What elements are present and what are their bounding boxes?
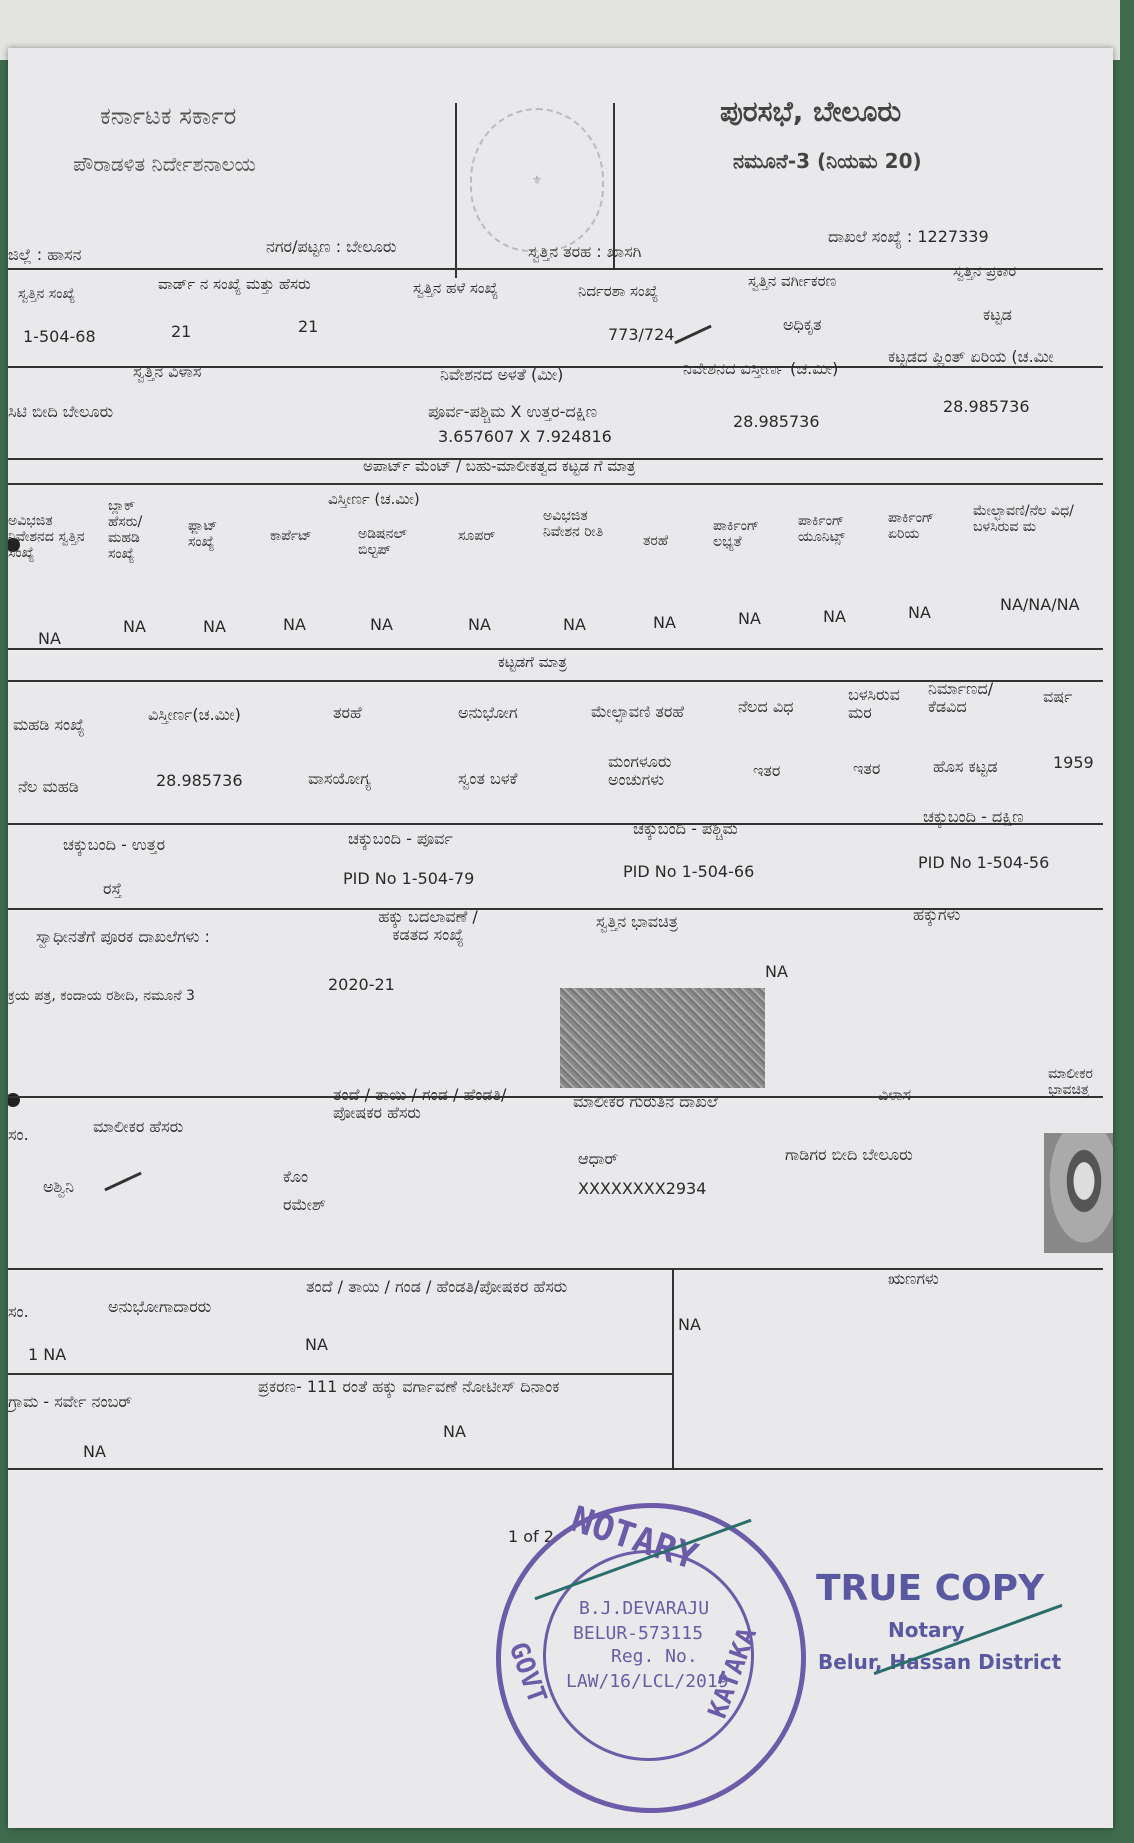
bld-value-floor-type: ಇತರ (753, 761, 781, 780)
stamp-name: B.J.DEVARAJU (579, 1598, 710, 1619)
apt-value: NA/NA/NA (1000, 595, 1080, 614)
loans-value: NA (678, 1315, 701, 1334)
bld-header-floor-type: ನೆಲದ ವಿಧ (738, 697, 794, 716)
property-kind: ಸ್ವತ್ತಿನ ತರಹ : ಖಾಸಗಿ (528, 242, 642, 261)
label-rights: ಹಕ್ಕುಗಳು (913, 905, 961, 924)
apt-header-parking-avail: ಪಾರ್ಕಿಂಗ್ ಲಭ್ಯತೆ (713, 518, 760, 551)
owner-header-address: ವಿಳಾಸ (878, 1085, 912, 1104)
bld-header-type: ತರಹೆ (333, 703, 362, 722)
label-dimension: ನಿವೇಶನದ ಅಳತೆ (ಮೀ) (440, 365, 564, 384)
label-classification: ಸ್ವತ್ತಿನ ವರ್ಗೀಕರಣ (748, 272, 837, 290)
apt-value: NA (653, 613, 676, 632)
page-number: 1 of 2 (508, 1527, 554, 1546)
boundary-east-label: ಚಕ್ಕುಬಂದಿ - ಪೂರ್ವ (348, 829, 453, 848)
stamp-reg: Reg. No. (611, 1646, 698, 1667)
record-number: ದಾಖಲೆ ಸಂಖ್ಯೆ : 1227339 (828, 227, 989, 246)
owner-id-number: XXXXXXXX2934 (578, 1179, 707, 1198)
plinth-area: 28.985736 (943, 397, 1030, 416)
boundary-south-label: ಚಕ್ಕುಬಂದಿ - ದಕ್ಷಿಣ (923, 807, 1024, 826)
occupant-header-no: ಸಂ. (8, 1302, 29, 1321)
bld-header-usage: ಅನುಭೋಗ (458, 703, 518, 722)
notary-label: Notary (888, 1618, 965, 1642)
town: ನಗರ/ಪಟ್ಟಣ : ಬೇಲೂರು (266, 237, 397, 256)
occupant-header-relation: ತಂದೆ / ತಾಯಿ / ಗಂಡ / ಹೆಂಡತಿ/ಪೋಷಕರ ಹೆಸರು (306, 1277, 568, 1296)
label-property-no: ಸ್ವತ್ತಿನ ಸಂಖ್ಯೆ (18, 286, 76, 302)
apt-value: NA (738, 609, 761, 628)
municipality: ಪುರಸಭೆ, ಬೇಲೂರು (720, 95, 902, 128)
stamp-karnataka: KATAKA (702, 1623, 764, 1723)
occupant-relation: NA (305, 1335, 328, 1354)
notary-district: Belur, Hassan District (818, 1650, 1062, 1674)
check-mark (674, 325, 712, 345)
label-kind: ಸ್ವತ್ತಿನ ಪ್ರಕಾರ (953, 262, 1017, 280)
apt-value: NA (370, 615, 393, 634)
property-address: ಸಿಟಿ ಬೀದಿ ಬೇಲೂರು (8, 402, 114, 421)
apt-header-parking-area: ಪಾರ್ಕಿಂಗ್ ಏರಿಯ (888, 510, 935, 543)
owner-header-name: ಮಾಲೀಕರ ಹೆಸರು (93, 1117, 184, 1136)
district: ಜಿಲ್ಲೆ : ಹಾಸನ (8, 245, 82, 264)
apartment-section-title: ಅಪಾರ್ಟ್ ಮೆಂಟ್ / ಬಹು-ಮಾಲೀಕತ್ವದ ಕಟ್ಟಡ ಗೆ ಮಾತ್ರ (363, 457, 636, 475)
supporting-docs: ಕ್ರಯ ಪತ್ರ, ಕಂದಾಯ ರಶೀದಿ, ನಮೂನೆ 3 (8, 988, 195, 1004)
directorate: ಪೌರಾಡಳಿತ ನಿರ್ದೇಶನಾಲಯ (73, 152, 256, 176)
stamp-place: BELUR-573115 (573, 1623, 704, 1644)
bld-value-type: ವಾಸಯೋಗ್ಯ (308, 769, 371, 788)
bld-value-year: 1959 (1053, 753, 1094, 772)
label-plinth: ಕಟ್ಟಡದ ಪ್ಲಿಂತ್ ಏರಿಯ (ಚ.ಮೀ (888, 347, 1054, 366)
bld-header-floor: ಮಹಡಿ ಸಂಖ್ಯೆ (13, 715, 85, 734)
kind: ಕಟ್ಟಡ (983, 305, 1012, 324)
bld-value-roof: ಮಂಗಳೂರು ಅಂಚುಗಳು (608, 752, 672, 790)
owner-header-relation: ತಂದೆ / ತಾಯಿ / ಗಂಡ / ಹೆಂಡತಿ/ಪೋಷಕರ ಹೆಸರು (333, 1085, 507, 1123)
apt-header-parking-units: ಪಾರ್ಕಿಂಗ್ ಯೂನಿಟ್ಸ್ (798, 513, 845, 546)
property-photo (560, 988, 765, 1088)
notice-date: NA (443, 1422, 466, 1441)
bld-header-year: ವರ್ಷ (1043, 687, 1073, 706)
owner-name: ಅಶ್ವಿನಿ (43, 1177, 75, 1196)
dimension-directions: ಪೂರ್ವ-ಪಶ್ಚಿಮ X ಉತ್ತರ-ದಕ್ಷಿಣ (428, 402, 598, 421)
stamp-notary: NOTARY (565, 1498, 703, 1579)
boundary-north-label: ಚಕ್ಕುಬಂದಿ - ಉತ್ತರ (63, 835, 166, 854)
apartment-area-group: ವಿಸ್ತೀರ್ಣ (ಚ.ಮೀ) (328, 490, 420, 508)
bld-header-roof: ಮೇಲ್ಛಾವಣಿ ತರಹೆ (591, 702, 685, 721)
label-notice-date: ಪ್ರಕರಣ- 111 ರಂತೆ ಹಕ್ಕು ವರ್ಗಾವಣೆ ನೋಟೀಸ್ ದಿನಾಂಕ (258, 1377, 560, 1396)
building-section-title: ಕಟ್ಟಡಗೆ ಮಾತ್ರ (498, 653, 567, 671)
bld-value-floor: ನೆಲ ಮಹಡಿ (18, 777, 79, 796)
apt-value: NA (823, 607, 846, 626)
dimension-value: 3.657607 X 7.924816 (438, 427, 612, 446)
apt-header-super: ಸೂಪರ್ (458, 528, 496, 544)
state-emblem: ⚜ (470, 108, 604, 252)
label-village-survey: ಗ್ರಾಮ - ಸರ್ವೇ ನಂಬರ್ (8, 1392, 133, 1411)
check-mark (104, 1172, 142, 1192)
label-ward: ವಾರ್ಡ್ ನ ಸಂಖ್ಯೆ ಮತ್ತು ಹೆಸರು (158, 275, 311, 293)
owner-relation-prefix: ಕೊಂ (283, 1167, 309, 1186)
bld-header-area: ವಿಸ್ತೀರ್ಣ(ಚ.ಮೀ) (148, 705, 241, 724)
owner-address: ಗಾಡಿಗರ ಬೀದಿ ಬೇಲೂರು (785, 1145, 913, 1164)
occupant-row: 1 NA (28, 1345, 67, 1364)
apt-value: NA (38, 629, 61, 648)
label-property-photo: ಸ್ವತ್ತಿನ ಭಾವಚಿತ್ರ (596, 912, 678, 931)
apt-header-undivided-no: ಅವಿಭಜಿತ ನಿವೇಶನದ ಸ್ವತ್ತಿನ ಸಂಖ್ಯೆ (8, 513, 85, 562)
bld-value-wood: ಇತರ (853, 759, 881, 778)
label-supporting-docs: ಸ್ವಾಧೀನತೆಗೆ ಪೂರಕ ದಾಖಲೆಗಳು : (36, 927, 210, 946)
owner-header-photo: ಮಾಲೀಕರ ಭಾವಚಿತ್ರ (1048, 1066, 1093, 1099)
apt-value: NA (283, 615, 306, 634)
boundary-east: PID No 1-504-79 (343, 869, 475, 888)
boundary-west: PID No 1-504-66 (623, 862, 755, 881)
boundary-north: ರಸ್ತೆ (103, 879, 122, 898)
true-copy: TRUE COPY (816, 1568, 1045, 1609)
label-loans: ಋಣಗಳು (888, 1269, 939, 1288)
stamp-law: LAW/16/LCL/2019 (566, 1671, 729, 1692)
apt-value: NA (908, 603, 931, 622)
apt-header-type: ತರಹೆ (643, 533, 669, 549)
label-site-area: ನಿವೇಶನದ ವಿಸ್ತೀರ್ಣ (ಚ.ಮೀ) (683, 359, 839, 378)
bld-value-area: 28.985736 (156, 771, 243, 790)
apt-header-undivided-type: ಅವಿಭಜಿತ ನಿವೇಶನ ರೀತಿ (543, 508, 604, 541)
survey-number: 773/724 (608, 325, 675, 344)
apt-value: NA (563, 615, 586, 634)
property-document (8, 48, 1113, 1828)
rights-value: NA (765, 962, 788, 981)
apt-header-carpet: ಕಾರ್ಪೆಟ್ (270, 528, 312, 544)
apt-value: NA (123, 617, 146, 636)
notary-stamp (496, 1498, 806, 1813)
apt-header-block: ಬ್ಲಾಕ್ ಹೆಸರು/ ಮಹಡಿ ಸಂಖ್ಯೆ (108, 498, 143, 563)
apt-value: NA (468, 615, 491, 634)
apt-header-roof: ಮೇಲ್ಛಾವಣಿ/ನೆಲ ವಿಧ/ಬಳಸಿರುವ ಮ (973, 503, 1074, 536)
ward-name: 21 (298, 317, 319, 336)
bld-header-wood: ಬಳಸಿರುವ ಮರ (848, 685, 900, 723)
owner-id-type: ಆಧಾರ್ (578, 1149, 619, 1168)
gov-title: ಕರ್ನಾಟಕ ಸರ್ಕಾರ (100, 102, 237, 130)
bld-value-usage: ಸ್ವಂತ ಬಳಕೆ (458, 769, 518, 788)
owner-header-no: ಸಂ. (8, 1125, 29, 1144)
ward-number: 21 (171, 322, 192, 341)
boundary-west-label: ಚಕ್ಕುಬಂದಿ - ಪಶ್ಚಿಮ (633, 819, 738, 838)
label-address: ಸ್ವತ್ತಿನ ವಿಳಾಸ (133, 362, 202, 381)
classification: ಅಧಿಕೃತ (783, 315, 822, 334)
form-number: ನಮೂನೆ-3 (ನಿಯಮ 20) (733, 149, 922, 173)
apt-value: NA (203, 617, 226, 636)
property-number: 1-504-68 (23, 327, 96, 346)
owner-relation-name: ರಮೇಶ್ (283, 1195, 326, 1214)
boundary-south: PID No 1-504-56 (918, 853, 1050, 872)
bld-value-construction: ಹೊಸ ಕಟ್ಟಡ (933, 757, 998, 776)
owner-photo (1044, 1133, 1113, 1253)
occupant-header-name: ಅನುಭೋಗಾದಾರರು (108, 1297, 212, 1316)
owner-header-id: ಮಾಲೀಕರ ಗುರುತಿನ ದಾಖಲೆ (573, 1092, 718, 1111)
label-survey: ನಿರ್ದರಶಾ ಸಂಖ್ಯೆ (578, 282, 659, 300)
bld-header-construction: ನಿರ್ಮಾಣದ/ ಕೆಡವಿದ (928, 679, 994, 717)
apt-header-flat: ಫ್ಲಾಟ್ ಸಂಖ್ಯೆ (188, 518, 218, 551)
site-area: 28.985736 (733, 412, 820, 431)
transfer-number: 2020-21 (328, 975, 395, 994)
stamp-govt: GOVT (502, 1638, 553, 1708)
village-survey: NA (83, 1442, 106, 1461)
label-transfer: ಹಕ್ಕು ಬದಲಾವಣೆ / ಕಡತದ ಸಂಖ್ಯೆ (378, 907, 478, 945)
label-old-no: ಸ್ವತ್ತಿನ ಹಳೆ ಸಂಖ್ಯೆ (413, 279, 499, 297)
apt-header-additional: ಅಡಿಷನಲ್ ಬಿಲ್ಟಪ್ (358, 526, 407, 559)
